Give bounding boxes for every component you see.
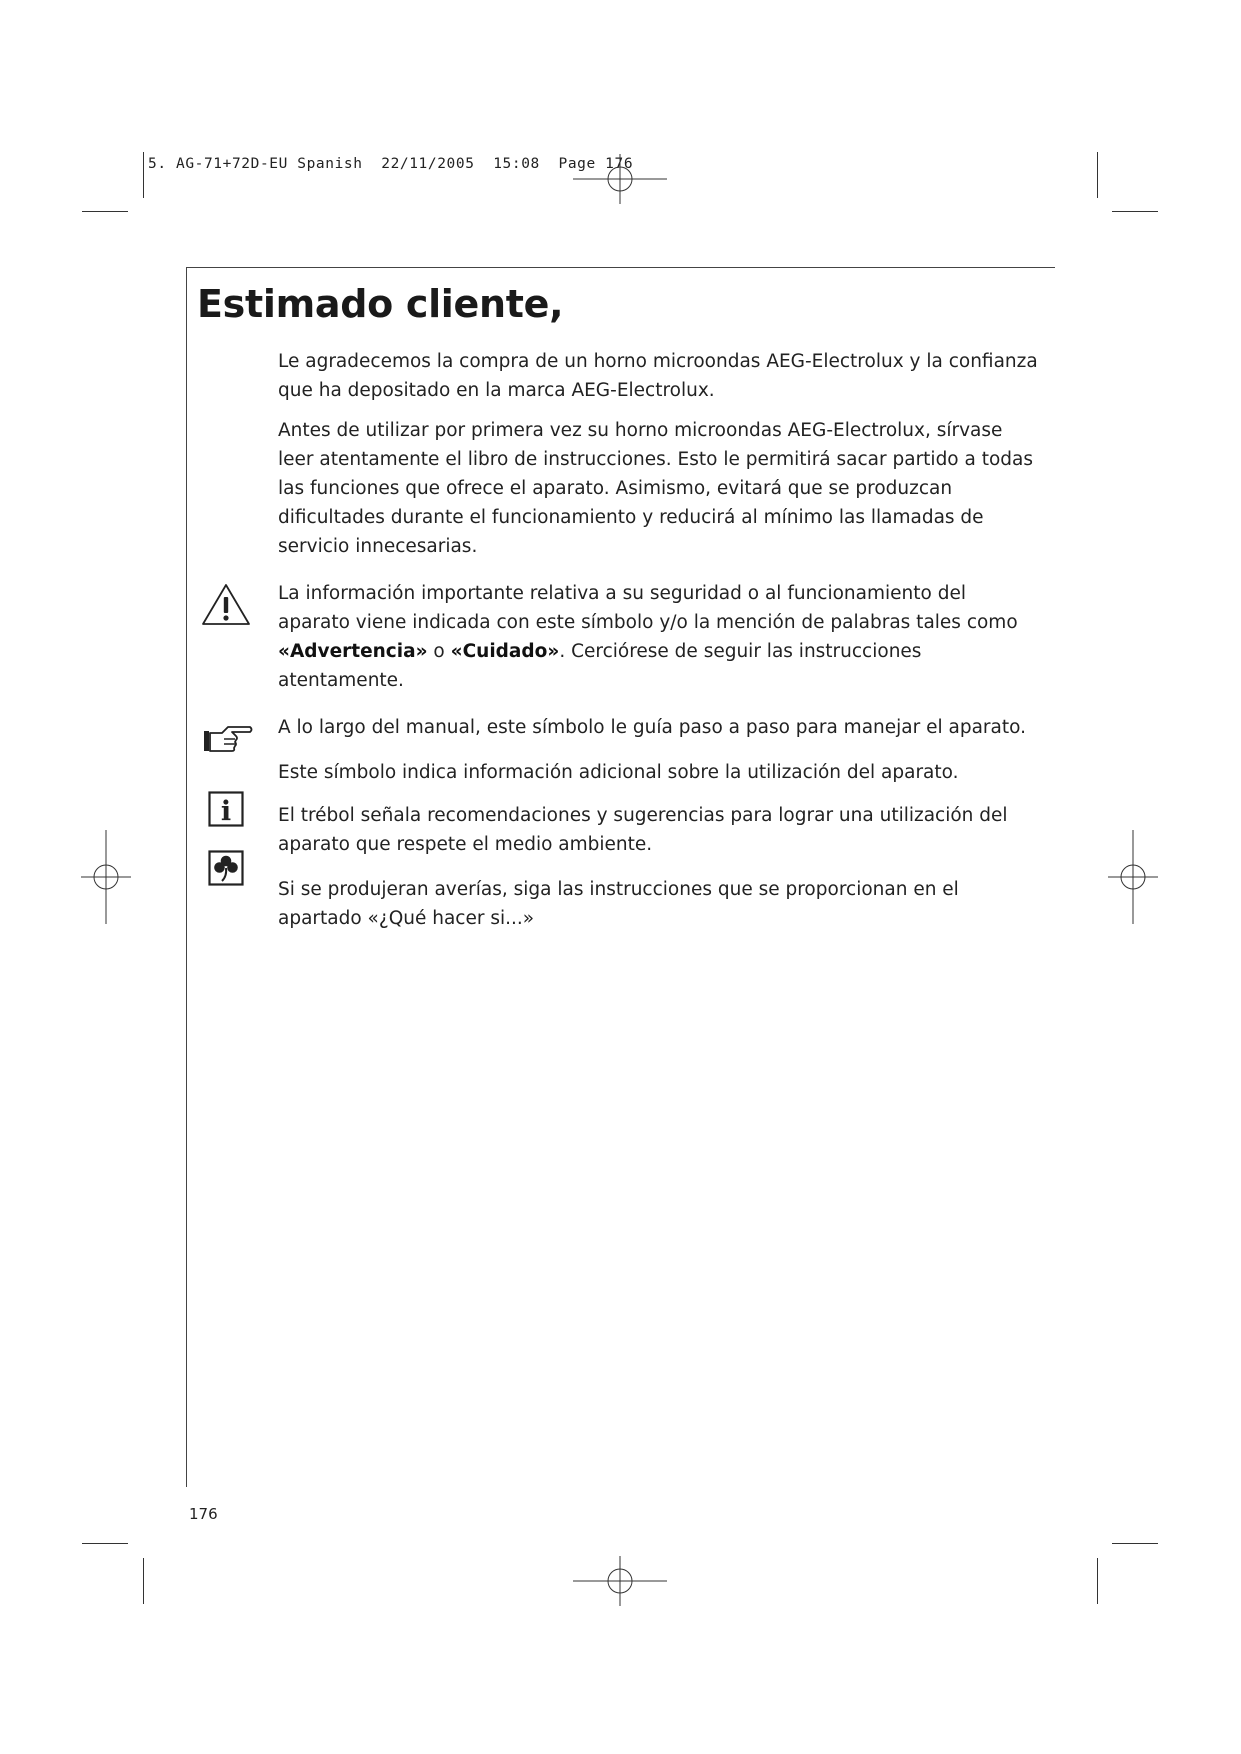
warning-text-1: La información importante relativa a su seguridad o al funcionamiento del aparato viene indicada con este símbolo y/o la mención de palabras tales como	[278, 583, 1018, 633]
paragraph-intro: Le agradecemos la compra de un horno microondas AEG-Electrolux y la confianza que ha depositado en la marca AEG-Electrolux.	[278, 351, 1038, 401]
crop-mark	[82, 1543, 128, 1544]
crop-mark	[1097, 1558, 1098, 1604]
paragraph-info: Este símbolo indica información adicional sobre la utilización del aparato.	[278, 762, 959, 783]
registration-mark-icon	[51, 822, 161, 932]
registration-mark-icon	[565, 1526, 675, 1636]
warning-keyword-cuidado: «Cuidado»	[450, 641, 560, 662]
frame-left-rule	[186, 267, 187, 1487]
crop-mark	[143, 1558, 144, 1604]
warning-triangle-icon	[200, 582, 252, 628]
paragraph-step-by-step: A lo largo del manual, este símbolo le guía paso a paso para manejar el aparato.	[278, 717, 1027, 738]
paragraph-environment: El trébol señala recomendaciones y sugerencias para lograr una utilización del aparato que respete el medio ambiente.	[278, 805, 1008, 855]
page-number: 176	[189, 1505, 218, 1523]
print-slug: 5. AG-71+72D-EU Spanish 22/11/2005 15:08 Page 176	[148, 156, 634, 172]
crop-mark	[143, 152, 144, 198]
info-icon-glyph: i	[220, 796, 232, 827]
clover-icon	[208, 850, 244, 886]
body-text	[278, 347, 1038, 944]
info-icon	[208, 791, 244, 827]
crop-mark	[1112, 211, 1158, 212]
registration-mark-icon	[565, 124, 675, 234]
crop-mark	[1097, 152, 1098, 198]
crop-mark	[82, 211, 128, 212]
crop-mark	[1112, 1543, 1158, 1544]
paragraph-read-instructions: Antes de utilizar por primera vez su horno microondas AEG-Electrolux, sírvase leer atentamente el libro de instrucciones. Esto le permitirá sacar partido a todas las funciones que ofrece el aparato. Asimismo, evitará que se produzcan dificultades durante el funcionamiento y reducirá al mínimo las llamadas de servicio innecesarias.	[278, 420, 1034, 557]
warning-text-3: . Cerciórese de seguir las instrucciones atentamente.	[278, 641, 922, 691]
paragraph-warning	[278, 579, 1038, 695]
registration-mark-icon	[1078, 822, 1188, 932]
warning-keyword-advertencia: «Advertencia»	[278, 641, 428, 662]
paragraph-troubleshooting: Si se produjeran averías, siga las instrucciones que se proporcionan en el apartado «¿Qué hacer si...»	[278, 879, 959, 929]
page-title: Estimado cliente,	[197, 282, 564, 326]
warning-text-2: o	[427, 641, 451, 662]
frame-top-rule	[186, 267, 1055, 268]
pointing-hand-icon	[202, 724, 254, 754]
